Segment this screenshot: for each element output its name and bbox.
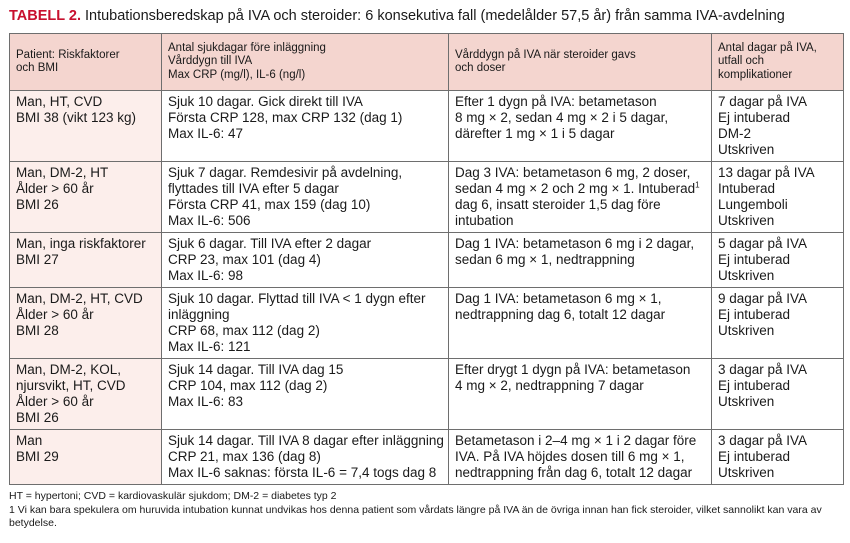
cell-days: Sjuk 14 dagar. Till IVA 8 dagar efter inläggning CRP 21, max 136 (dag 8) Max IL-6 saknas: första IL-6 = 7,4 togs dag 8 (162, 430, 449, 485)
cell-patient: Man BMI 29 (10, 430, 162, 485)
cell-outcome: 3 dagar på IVA Ej intuberad Utskriven (712, 359, 844, 430)
cell-days: Sjuk 6 dagar. Till IVA efter 2 dagar CRP 23, max 101 (dag 4) Max IL-6: 98 (162, 233, 449, 288)
cell-patient: Man, DM-2, HT Ålder > 60 år BMI 26 (10, 162, 162, 233)
cell-outcome: 9 dagar på IVA Ej intuberad Utskriven (712, 288, 844, 359)
table-row (10, 162, 844, 233)
table-row (10, 233, 844, 288)
cell-outcome: 7 dagar på IVA Ej intuberad DM-2 Utskriven (712, 91, 844, 162)
footnote-marker: 1 (695, 180, 700, 190)
header-outcome: Antal dagar på IVA, utfall och komplikationer (712, 34, 844, 91)
table-row (10, 430, 844, 485)
header-days: Antal sjukdagar före inläggning Vårddygn till IVA Max CRP (mg/l), IL-6 (ng/l) (162, 34, 449, 91)
table-row (10, 359, 844, 430)
footnote-abbreviations: HT = hypertoni; CVD = kardiovaskulär sjukdom; DM-2 = diabetes typ 2 (9, 490, 337, 502)
table-row (10, 91, 844, 162)
patient-table (9, 33, 844, 485)
cell-steroids: Dag 1 IVA: betametason 6 mg i 2 dagar, sedan 6 mg × 1, nedtrappning (449, 233, 712, 288)
cell-days: Sjuk 10 dagar. Flyttad till IVA < 1 dygn efter inläggning CRP 68, max 112 (dag 2) Max IL-6: 121 (162, 288, 449, 359)
cell-steroids: Betametason i 2–4 mg × 1 i 2 dagar före IVA. På IVA höjdes dosen till 6 mg × 1, nedtrappning från dag 6, totalt 12 dagar (449, 430, 712, 485)
cell-patient: Man, HT, CVD BMI 38 (vikt 123 kg) (10, 91, 162, 162)
cell-patient: Man, inga riskfaktorer BMI 27 (10, 233, 162, 288)
table-title (9, 8, 785, 24)
cell-steroids: Efter 1 dygn på IVA: betametason 8 mg × 2, sedan 4 mg × 2 i 5 dagar, därefter 1 mg × 1 i 5 dagar (449, 91, 712, 162)
cell-outcome: 3 dagar på IVA Ej intuberad Utskriven (712, 430, 844, 485)
cell-days: Sjuk 14 dagar. Till IVA dag 15 CRP 104, max 112 (dag 2) Max IL-6: 83 (162, 359, 449, 430)
table-label: TABELL 2. (9, 8, 81, 24)
header-patient: Patient: Riskfaktorer och BMI (10, 34, 162, 91)
cell-days: Sjuk 7 dagar. Remdesivir på avdelning, flyttades till IVA efter 5 dagar Första CRP 41, max 159 (dag 10) Max IL-6: 506 (162, 162, 449, 233)
table-caption: Intubationsberedskap på IVA och steroider: 6 konsekutiva fall (medelålder 57,5 år) från samma IVA-avdelning (84, 8, 785, 24)
cell-patient: Man, DM-2, KOL, njursvikt, HT, CVD Ålder > 60 år BMI 26 (10, 359, 162, 430)
cell-steroids: Dag 1 IVA: betametason 6 mg × 1, nedtrappning dag 6, totalt 12 dagar (449, 288, 712, 359)
table-row (10, 288, 844, 359)
cell-patient: Man, DM-2, HT, CVD Ålder > 60 år BMI 28 (10, 288, 162, 359)
footnote-1: 1 Vi kan bara spekulera om huruvida intubation kunnat undvikas hos denna patient som vårdats längre på IVA än de övriga innan han fick steroider, vilket sannolikt kan vara av betydelse. (9, 504, 822, 529)
cell-outcome: 5 dagar på IVA Ej intuberad Utskriven (712, 233, 844, 288)
cell-steroids: Dag 3 IVA: betametason 6 mg, 2 doser, sedan 4 mg × 2 och 2 mg × 1. Intuberad$^1$ dag 6, insatt steroider 1,5 dag före intubation (449, 162, 712, 233)
header-steroids: Vårddygn på IVA när steroider gavs och doser (449, 34, 712, 91)
header-row (10, 34, 844, 91)
cell-outcome: 13 dagar på IVA Intuberad Lungemboli Utskriven (712, 162, 844, 233)
cell-days: Sjuk 10 dagar. Gick direkt till IVA Första CRP 128, max CRP 132 (dag 1) Max IL-6: 47 (162, 91, 449, 162)
cell-steroids: Efter drygt 1 dygn på IVA: betametason 4 mg × 2, nedtrappning 7 dagar (449, 359, 712, 430)
